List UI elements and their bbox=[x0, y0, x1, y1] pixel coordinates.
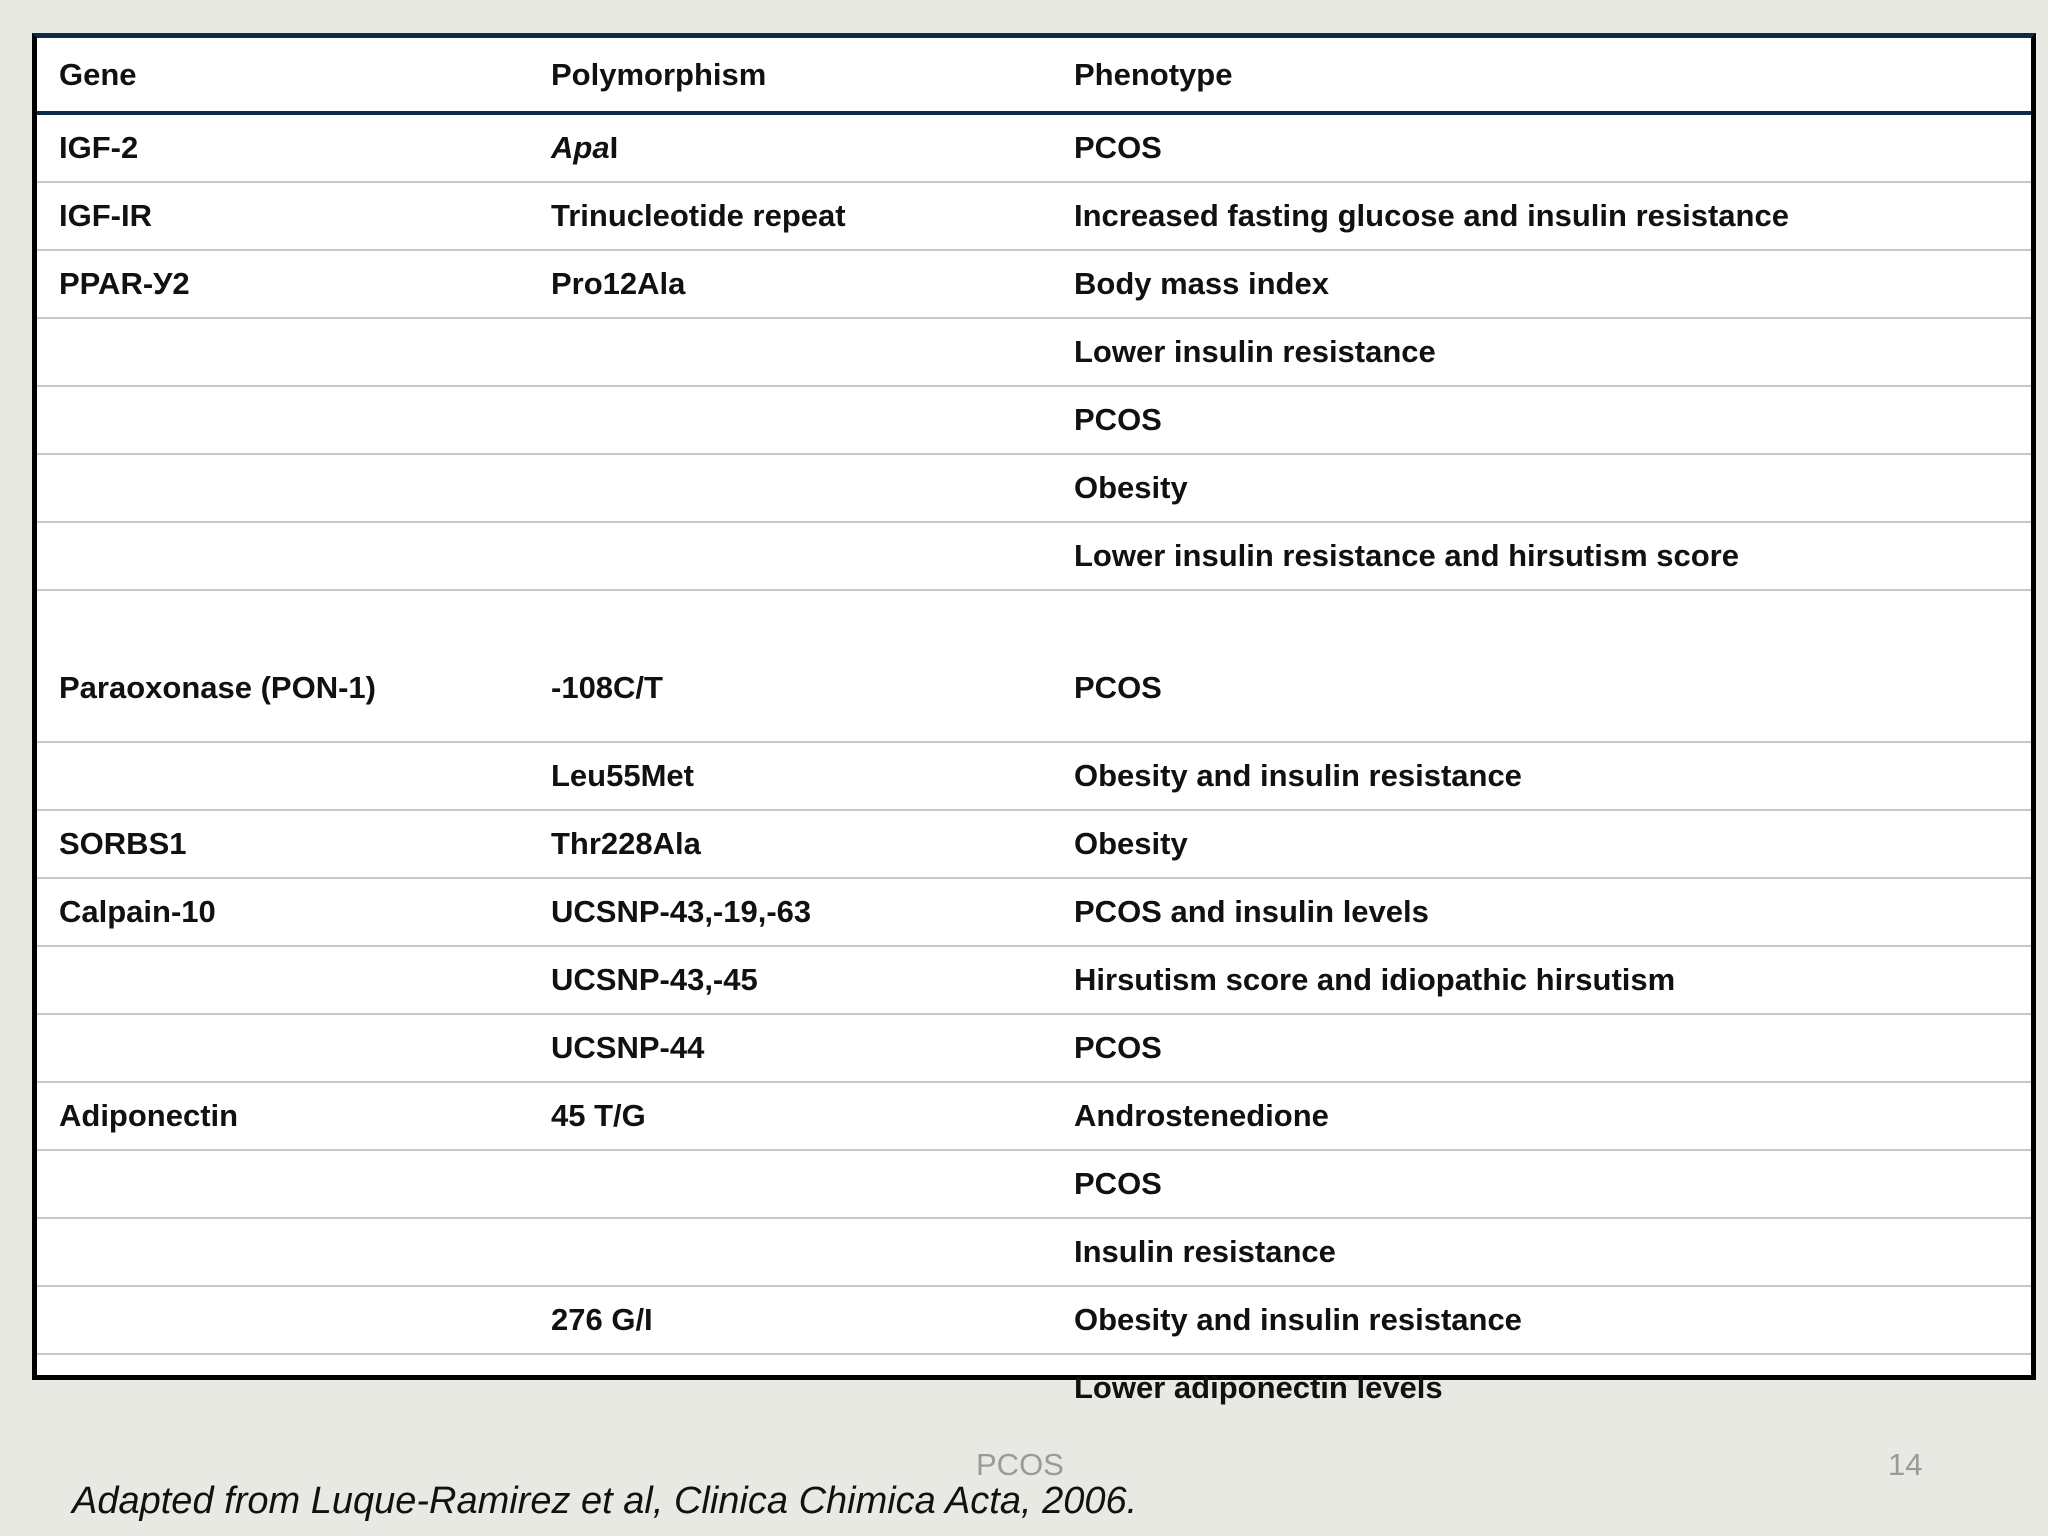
table-row bbox=[37, 113, 2031, 182]
phenotype-cell: PCOS bbox=[1052, 1150, 2031, 1218]
polymorphism-table bbox=[37, 38, 2031, 1421]
table-row bbox=[37, 742, 2031, 810]
gene-cell: IGF-2 bbox=[37, 113, 529, 182]
polymorphism-cell: UCSNP-43,-19,-63 bbox=[529, 878, 1052, 946]
polymorphism-table-frame bbox=[32, 33, 2036, 1405]
gene-cell bbox=[37, 946, 529, 1014]
polymorphism-cell: -108C/T bbox=[529, 590, 1052, 742]
polymorphism-cell bbox=[529, 386, 1052, 454]
phenotype-cell: Obesity and insulin resistance bbox=[1052, 742, 2031, 810]
table-row bbox=[37, 522, 2031, 590]
phenotype-cell: Obesity bbox=[1052, 810, 2031, 878]
phenotype-cell: Increased fasting glucose and insulin resistance bbox=[1052, 182, 2031, 250]
table-header-row bbox=[37, 38, 2031, 113]
polymorphism-cell bbox=[529, 1150, 1052, 1218]
table-row bbox=[37, 1218, 2031, 1286]
table-row bbox=[37, 182, 2031, 250]
gene-cell: Adiponectin bbox=[37, 1082, 529, 1150]
phenotype-cell: Obesity bbox=[1052, 454, 2031, 522]
polymorphism-cell: Trinucleotide repeat bbox=[529, 182, 1052, 250]
polymorphism-cell bbox=[529, 113, 1052, 182]
table-row bbox=[37, 1082, 2031, 1150]
gene-cell bbox=[37, 1286, 529, 1354]
slide-footer-title: PCOS bbox=[976, 1447, 1064, 1482]
gene-cell bbox=[37, 318, 529, 386]
polymorphism-cell bbox=[529, 454, 1052, 522]
phenotype-cell: PCOS bbox=[1052, 113, 2031, 182]
phenotype-cell: Androstenedione bbox=[1052, 1082, 2031, 1150]
gene-cell: Paraoxonase (PON-1) bbox=[37, 590, 529, 742]
gene-cell bbox=[37, 1218, 529, 1286]
phenotype-cell: PCOS and insulin levels bbox=[1052, 878, 2031, 946]
phenotype-cell: Obesity and insulin resistance bbox=[1052, 1286, 2031, 1354]
header-phenotype: Phenotype bbox=[1052, 38, 2031, 113]
gene-cell: Calpain-10 bbox=[37, 878, 529, 946]
gene-cell: PPAR-У2 bbox=[37, 250, 529, 318]
header-gene: Gene bbox=[37, 38, 529, 113]
phenotype-cell: Hirsutism score and idiopathic hirsutism bbox=[1052, 946, 2031, 1014]
gene-cell bbox=[37, 1150, 529, 1218]
polymorphism-italic: Apa bbox=[551, 130, 610, 165]
table-row bbox=[37, 1354, 2031, 1421]
table-row bbox=[37, 878, 2031, 946]
phenotype-cell: Lower adiponectin levels bbox=[1074, 1370, 1443, 1405]
gene-cell bbox=[37, 1014, 529, 1082]
gene-cell bbox=[37, 522, 529, 590]
polymorphism-cell: UCSNP-43,-45 bbox=[529, 946, 1052, 1014]
gene-cell bbox=[37, 386, 529, 454]
phenotype-cell: Lower insulin resistance and hirsutism score bbox=[1052, 522, 2031, 590]
polymorphism-cell bbox=[529, 522, 1052, 590]
polymorphism-cell bbox=[529, 1218, 1052, 1286]
phenotype-cell: Insulin resistance bbox=[1052, 1218, 2031, 1286]
polymorphism-cell: UCSNP-44 bbox=[529, 1014, 1052, 1082]
table-row bbox=[37, 590, 2031, 742]
table-row bbox=[37, 386, 2031, 454]
phenotype-cell: Lower insulin resistance bbox=[1052, 318, 2031, 386]
table-row bbox=[37, 454, 2031, 522]
gene-cell: IGF-IR bbox=[37, 182, 529, 250]
gene-cell bbox=[37, 454, 529, 522]
phenotype-cell: Body mass index bbox=[1052, 250, 2031, 318]
header-polymorphism: Polymorphism bbox=[529, 38, 1052, 113]
table-row bbox=[37, 318, 2031, 386]
polymorphism-cell: Leu55Met bbox=[529, 742, 1052, 810]
table-row bbox=[37, 1150, 2031, 1218]
polymorphism-cell bbox=[529, 318, 1052, 386]
polymorphism-cell bbox=[529, 1354, 1052, 1421]
polymorphism-cell: 276 G/I bbox=[529, 1286, 1052, 1354]
polymorphism-cell: Pro12Ala bbox=[529, 250, 1052, 318]
polymorphism-cell: 45 T/G bbox=[529, 1082, 1052, 1150]
source-citation: Adapted from Luque-Ramirez et al, Clinica Chimica Acta, 2006. bbox=[72, 1480, 1138, 1522]
phenotype-cell: PCOS bbox=[1052, 1014, 2031, 1082]
gene-cell bbox=[37, 742, 529, 810]
table-row bbox=[37, 810, 2031, 878]
table-row bbox=[37, 1014, 2031, 1082]
phenotype-cell: PCOS bbox=[1052, 386, 2031, 454]
table-row bbox=[37, 946, 2031, 1014]
gene-cell: SORBS1 bbox=[37, 810, 529, 878]
phenotype-cell: PCOS bbox=[1052, 590, 2031, 742]
table-row bbox=[37, 250, 2031, 318]
polymorphism-cell: Thr228Ala bbox=[529, 810, 1052, 878]
table-row bbox=[37, 1286, 2031, 1354]
slide-page-number: 14 bbox=[1888, 1447, 1923, 1482]
polymorphism-rest: I bbox=[609, 130, 619, 165]
gene-cell bbox=[37, 1354, 529, 1421]
